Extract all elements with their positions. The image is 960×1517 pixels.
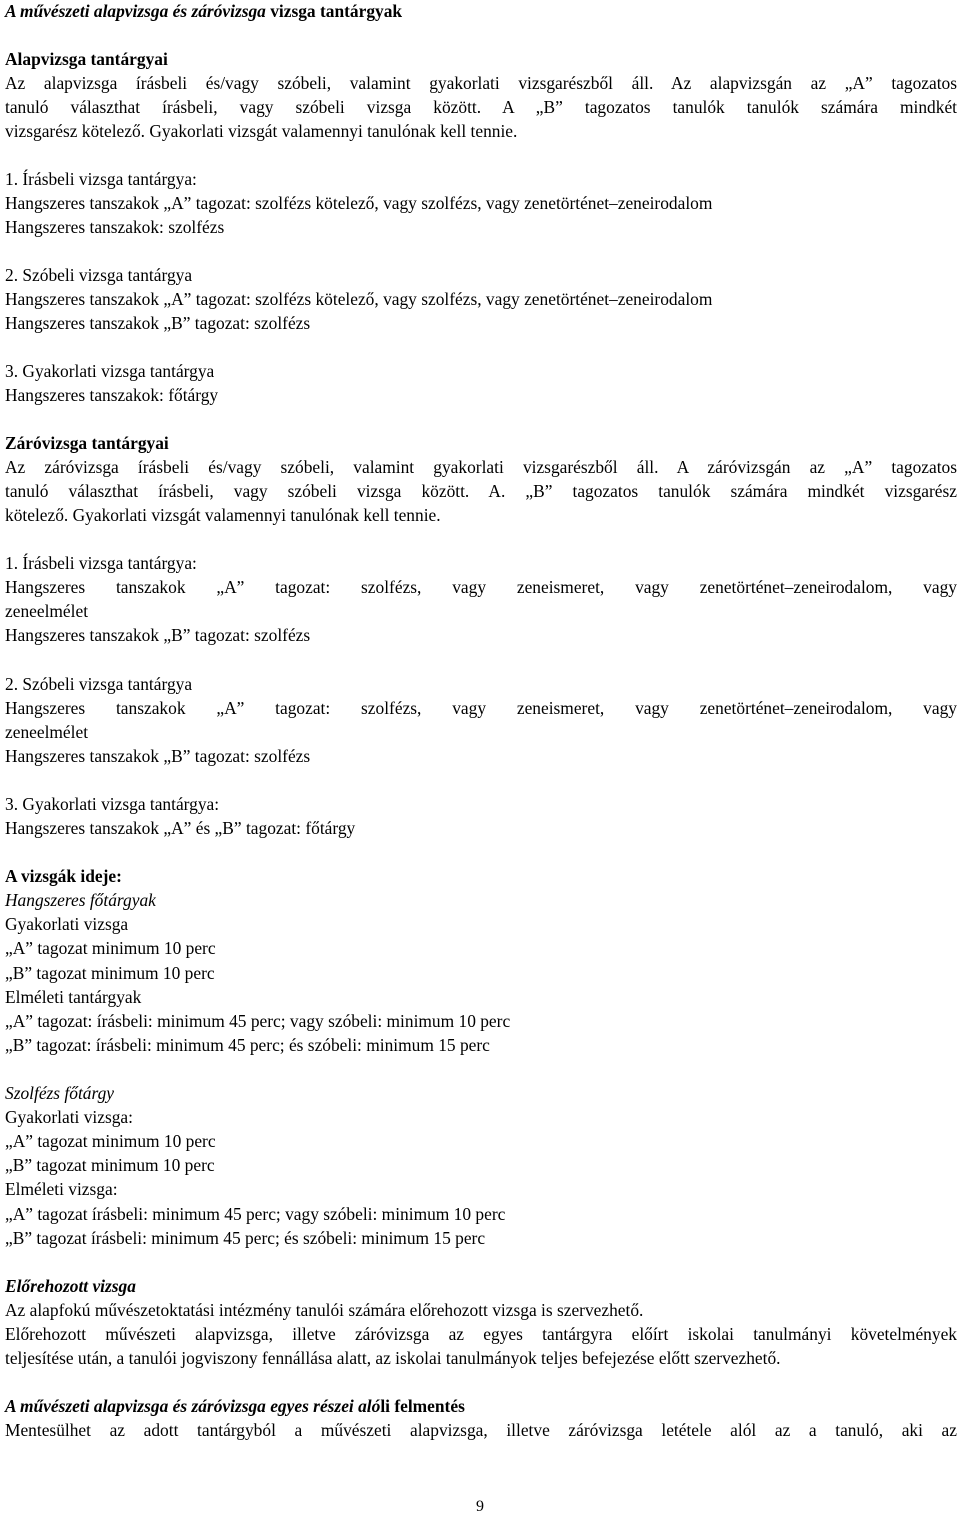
zarovizsga-s2-line: zeneelmélet — [5, 722, 89, 742]
hangszeres-line: „A” tagozat: írásbeli: minimum 45 perc; vagy szóbeli: minimum 10 perc — [5, 1011, 511, 1031]
alapvizsga-s2-line: Hangszeres tanszakok „B” tagozat: szolfézs — [5, 313, 311, 333]
hangszeres-line: „B” tagozat: írásbeli: minimum 45 perc; és szóbeli: minimum 15 perc — [5, 1035, 490, 1055]
elorehozott-line: teljesítése után, a tanulói jogviszony fennállása alatt, az iskolai tanulmányok teljes befejezése előtt szervezhető. — [5, 1348, 781, 1368]
elorehozott-line: Az alapfokú művészetoktatási intézmény tanulói számára előrehozott vizsga is szervezhető. — [5, 1300, 644, 1320]
hangszeres-line: „B” tagozat minimum 10 perc — [5, 963, 215, 983]
hangszeres-line: Elméleti tantárgyak — [5, 987, 142, 1007]
zarovizsga-s2-title: 2. Szóbeli vizsga tantárgya — [5, 674, 193, 694]
vizsgak-ideje-heading: A vizsgák ideje: — [5, 866, 122, 886]
zarovizsga-heading: Záróvizsga tantárgyai — [5, 433, 169, 453]
szolfezs-line: „B” tagozat minimum 10 perc — [5, 1155, 215, 1175]
zarovizsga-s1-line: Hangszeres tanszakok „B” tagozat: szolfézs — [5, 625, 311, 645]
alapvizsga-s3-line: Hangszeres tanszakok: főtárgy — [5, 385, 219, 405]
szolfezs-line: „A” tagozat írásbeli: minimum 45 perc; vagy szóbeli: minimum 10 perc — [5, 1204, 506, 1224]
felmentes-heading — [5, 1394, 465, 1418]
alapvizsga-s2-line: Hangszeres tanszakok „A” tagozat: szolfézs kötelező, vagy szolfézs, vagy zenetörténet–zeneirodalom — [5, 289, 713, 309]
hangszeres-line: „A” tagozat minimum 10 perc — [5, 938, 216, 958]
szolfezs-line: „A” tagozat minimum 10 perc — [5, 1131, 216, 1151]
elorehozott-line: Előrehozott művészeti alapvizsga, illetve záróvizsga az egyes tantárgyra előírt iskolai tanulmányi követelmények — [5, 1324, 957, 1344]
page-title — [5, 0, 402, 23]
zarovizsga-intro-line: tanuló választhat írásbeli, vagy szóbeli vizsga között. A. „B” tagozatos tanulók számára mindkét vizsgarész — [5, 481, 957, 501]
elorehozott-heading: Előrehozott vizsga — [5, 1276, 136, 1296]
alapvizsga-s1-line: Hangszeres tanszakok: szolfézs — [5, 217, 225, 237]
alapvizsga-intro-line: tanuló választhat írásbeli, vagy szóbeli vizsga között. A „B” tagozatos tanulók tanulók számára mindkét — [5, 97, 957, 117]
felmentes-heading-italic: A művészeti alapvizsga és záróvizsga egyes részei aló — [5, 1396, 381, 1416]
zarovizsga-intro-line: Az záróvizsga írásbeli és/vagy szóbeli, valamint gyakorlati vizsgarészből áll. A záróvizsgán az „A” tagozatos — [5, 457, 957, 477]
page-title-rest: vizsga tantárgyak — [265, 1, 403, 21]
zarovizsga-s3-line: Hangszeres tanszakok „A” és „B” tagozat: főtárgy — [5, 818, 356, 838]
page-number: 9 — [476, 1498, 484, 1515]
alapvizsga-heading: Alapvizsga tantárgyai — [5, 49, 168, 69]
alapvizsga-intro-line: Az alapvizsga írásbeli és/vagy szóbeli, valamint gyakorlati vizsgarészből áll. Az alapvizsgán az „A” tagozatos — [5, 73, 957, 93]
felmentes-heading-rest: li felmentés — [380, 1396, 465, 1416]
szolfezs-line: Gyakorlati vizsga: — [5, 1107, 133, 1127]
felmentes-line: Mentesülhet az adott tantárgyból a művészeti alapvizsga, illetve záróvizsga letétele alól az a tanuló, aki az — [5, 1420, 957, 1440]
hangszeres-title: Hangszeres főtárgyak — [5, 890, 156, 910]
zarovizsga-s1-title: 1. Írásbeli vizsga tantárgya: — [5, 553, 197, 573]
zarovizsga-s2-line: Hangszeres tanszakok „B” tagozat: szolfézs — [5, 746, 311, 766]
page-title-italic: A művészeti alapvizsga és záróvizsga — [5, 1, 266, 21]
alapvizsga-s3-title: 3. Gyakorlati vizsga tantárgya — [5, 361, 215, 381]
alapvizsga-s2-title: 2. Szóbeli vizsga tantárgya — [5, 265, 193, 285]
zarovizsga-intro-line: kötelező. Gyakorlati vizsgát valamennyi tanulónak kell tennie. — [5, 505, 441, 525]
szolfezs-title: Szolfézs főtárgy — [5, 1083, 115, 1103]
szolfezs-line: „B” tagozat írásbeli: minimum 45 perc; és szóbeli: minimum 15 perc — [5, 1228, 486, 1248]
alapvizsga-s1-line: Hangszeres tanszakok „A” tagozat: szolfézs kötelező, vagy szolfézs, vagy zenetörténet–zeneirodalom — [5, 193, 713, 213]
alapvizsga-s1-title: 1. Írásbeli vizsga tantárgya: — [5, 169, 197, 189]
zarovizsga-s1-line: Hangszeres tanszakok „A” tagozat: szolfézs, vagy zeneismeret, vagy zenetörténet–zeneirodalom, vagy — [5, 577, 957, 597]
szolfezs-line: Elméleti vizsga: — [5, 1179, 118, 1199]
zarovizsga-s1-line: zeneelmélet — [5, 601, 89, 621]
hangszeres-line: Gyakorlati vizsga — [5, 914, 129, 934]
zarovizsga-s2-line: Hangszeres tanszakok „A” tagozat: szolfézs, vagy zeneismeret, vagy zenetörténet–zeneirodalom, vagy — [5, 698, 957, 718]
zarovizsga-s3-title: 3. Gyakorlati vizsga tantárgya: — [5, 794, 220, 814]
alapvizsga-intro-line: vizsgarész kötelező. Gyakorlati vizsgát valamennyi tanulónak kell tennie. — [5, 121, 518, 141]
